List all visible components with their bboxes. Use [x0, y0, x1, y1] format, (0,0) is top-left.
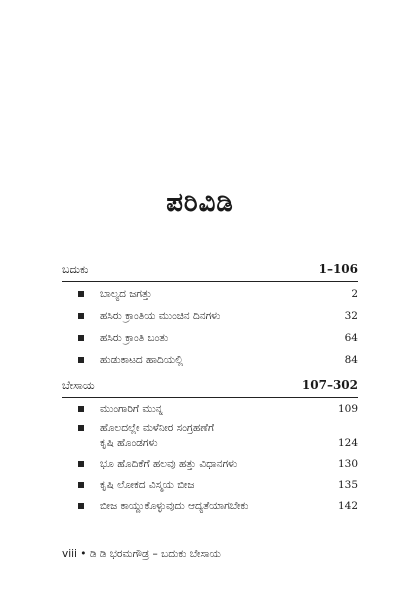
square-bullet-icon	[78, 291, 84, 297]
page-footer: viii • ಡಿ ಡಿ ಭರಮಗೌಡ್ರ – ಬದುಕು ಬೇಸಾಯ	[62, 548, 221, 560]
square-bullet-icon	[78, 503, 84, 509]
entry-title: ಕೃಷಿ ಲೋಕದ ವಿಸ್ಮಯ ಬೀಜ	[100, 479, 195, 491]
section-page-range: 107–302	[301, 378, 358, 392]
section-heading: ಬದುಕು	[62, 263, 89, 276]
entry-title: ಮುಂಗಾರಿಗೆ ಮುನ್ನ	[100, 403, 163, 415]
entry-page-number: 84	[344, 354, 358, 366]
entry-title	[100, 421, 324, 451]
entry-page-number: 64	[344, 332, 358, 344]
square-bullet-icon	[78, 461, 84, 467]
page-title: ಪರಿವಿಡಿ	[166, 188, 234, 218]
entry-page-number: 130	[337, 458, 358, 470]
section-heading: ಬೇಸಾಯ	[62, 379, 95, 392]
square-bullet-icon	[78, 425, 84, 431]
entry-title-line-1: ಹೊಲದಲ್ಲೇ ಮಳೆನೀರ ಸಂಗ್ರಹಣೆಗೆ	[100, 422, 215, 434]
toc-entry[interactable]	[62, 331, 358, 346]
entry-title: ಬೀಜ ಕಾಯ್ದುಕೊಳ್ಳುವುದು ಆದ್ಯತೆಯಾಗಬೇಕು	[100, 500, 249, 512]
section-header	[62, 378, 358, 398]
toc-entry[interactable]	[62, 353, 358, 368]
section-header	[62, 262, 358, 282]
entry-page-number: 135	[337, 479, 358, 491]
square-bullet-icon	[78, 406, 84, 412]
square-bullet-icon	[78, 335, 84, 341]
entry-title: ಹಸಿರು ಕ್ರಾಂತಿ ಬಂತು	[100, 332, 169, 344]
entry-title: ಬಾಲ್ಯದ ಜಗತ್ತು	[100, 288, 152, 300]
entry-title: ಭೂ ಹೊದಿಕೆಗೆ ಹಲವು ಹತ್ತು ವಿಧಾನಗಳು	[100, 458, 238, 470]
section-page-range: 1–106	[318, 262, 358, 276]
toc-entry[interactable]	[62, 402, 358, 417]
entry-page-number: 124	[337, 437, 358, 449]
toc-entry[interactable]	[62, 457, 358, 472]
entry-title-line-2: ಕೃಷಿ ಹೊಂಡಗಳು	[100, 437, 158, 449]
entry-title: ಹುಡುಕಾಟದ ಹಾದಿಯಲ್ಲಿ	[100, 354, 184, 366]
toc-entry[interactable]	[62, 309, 358, 324]
entry-page-number: 2	[351, 288, 358, 300]
entry-page-number: 32	[344, 310, 358, 322]
square-bullet-icon	[78, 482, 84, 488]
toc-entry[interactable]	[62, 499, 358, 514]
toc-section-besaya	[62, 378, 358, 514]
entry-page-number: 142	[337, 500, 358, 512]
toc-entry[interactable]	[62, 287, 358, 302]
toc-entry[interactable]	[62, 421, 358, 451]
entry-page-number: 109	[337, 403, 358, 415]
toc-section-baduku	[62, 262, 358, 368]
entry-title: ಹಸಿರು ಕ್ರಾಂತಿಯ ಮುಂಚಿನ ದಿನಗಳು	[100, 310, 221, 322]
square-bullet-icon	[78, 313, 84, 319]
toc-entry[interactable]	[62, 478, 358, 493]
square-bullet-icon	[78, 357, 84, 363]
